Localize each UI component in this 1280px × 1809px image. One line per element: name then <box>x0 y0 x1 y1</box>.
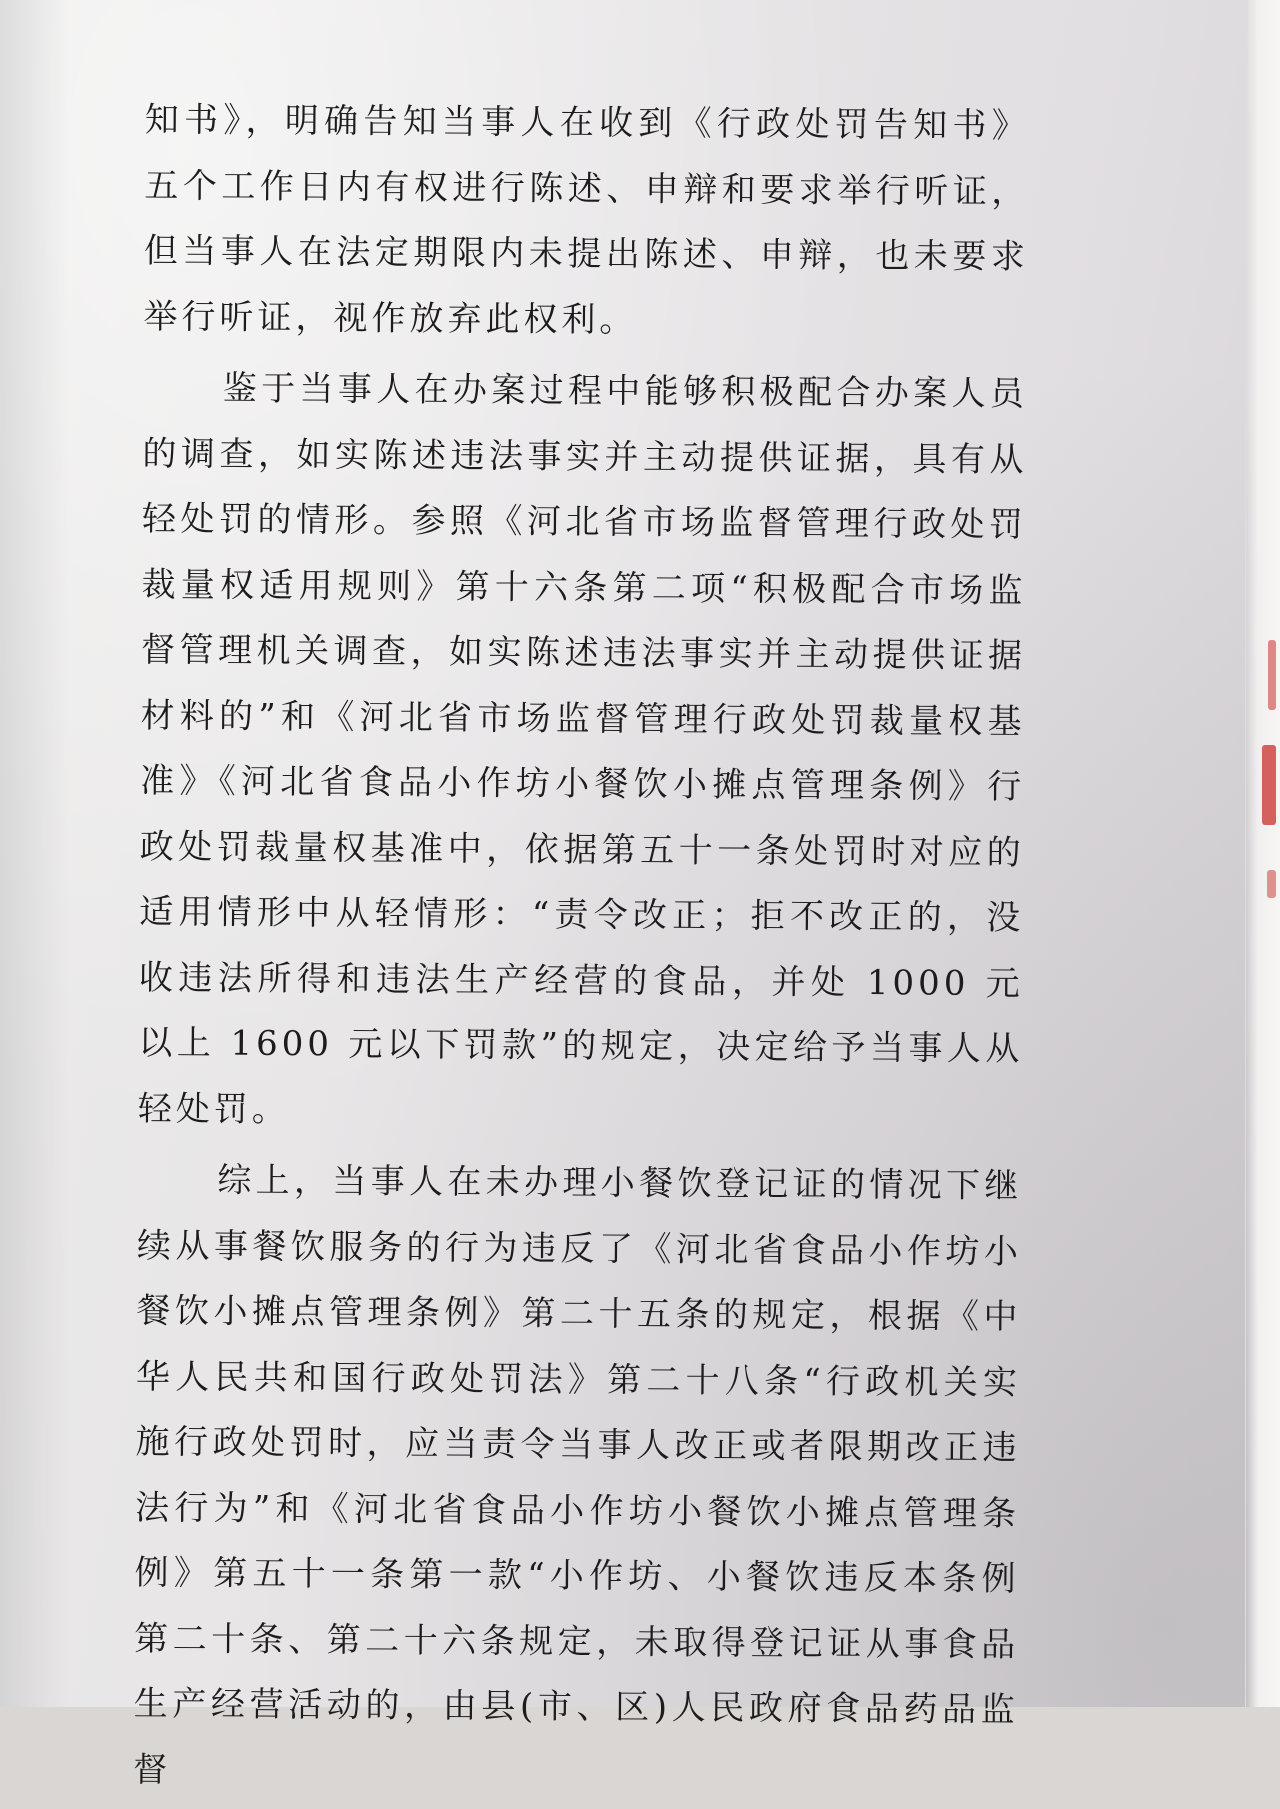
document-body <box>133 88 1030 1809</box>
red-stamp-fragment <box>1268 640 1276 710</box>
red-stamp-fragment <box>1267 870 1276 898</box>
red-stamp-fragment <box>1262 745 1276 825</box>
paragraph-conclusion: 综上，当事人在未办理小餐饮登记证的情况下继续从事餐饮服务的行为违反了《河北省食品小作坊小餐饮小摊点管理条例》第二十五条的规定，根据《中华人民共和国行政处罚法》第二十八条“行政机关实施行政处罚时，应当责令当事人改正或者限期改正违法行为”和《河北省食品小作坊小餐饮小摊点管理条例》第五十一条第一款“小作坊、小餐饮违反本条例第二十条、第二十六条规定，未取得登记证从事食品生产经营活动的，由县(市、区)人民政府食品药品监督 <box>133 1160 1023 1790</box>
paragraph-continued: 知书》，明确告知当事人在收到《行政处罚告知书》五个工作日内有权进行陈述、申辩和要求举行听证，但当事人在法定期限内未提出陈述、申辩，也未要求举行听证，视作放弃此权利。 <box>143 99 1030 340</box>
underlying-page-edge <box>1245 0 1280 1707</box>
paragraph-mitigation: 鉴于当事人在办案过程中能够积极配合办案人员的调查，如实陈述违法事实并主动提供证据，具有从轻处罚的情形。参照《河北省市场监督管理行政处罚裁量权适用规则》第十六条第二项“积极配合市场监督管理机关调查，如实陈述违法事实并主动提供证据材料的”和《河北省市场监督管理行政处罚裁量权基准》《河北省食品小作坊小餐饮小摊点管理条例》行政处罚裁量权基准中，依据第五十一条处罚时对应的适用情形中从轻情形：“责令改正；拒不改正的，没收违法所得和违法生产经营的食品，并处 1000 元以上 1600 元以下罚款”的规定，决定给予当事人从轻处罚。 <box>137 368 1029 1130</box>
left-shadow <box>0 0 70 1707</box>
